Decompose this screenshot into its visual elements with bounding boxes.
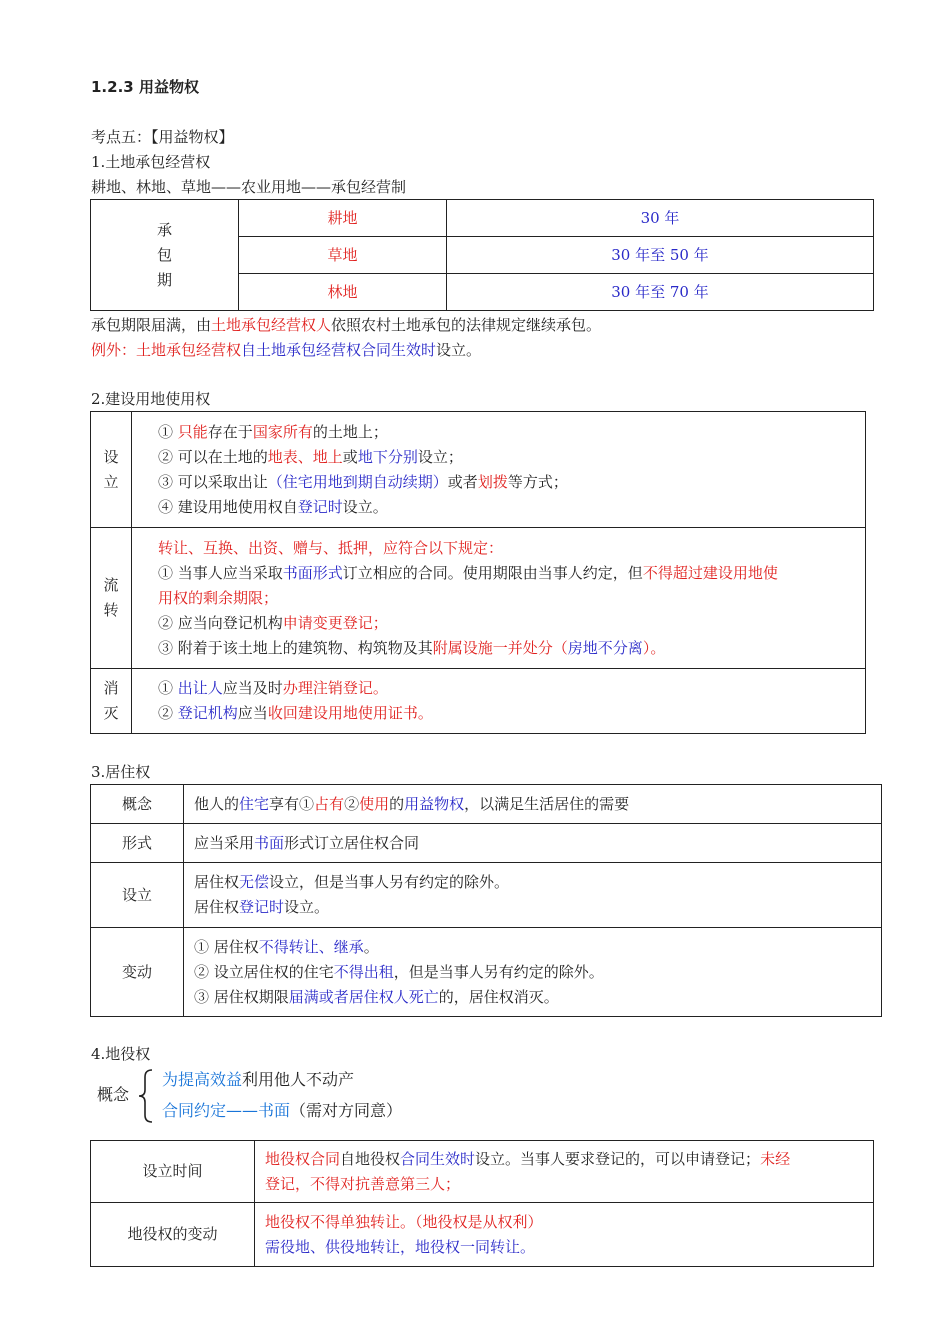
text-run: 书面形式	[282, 563, 343, 582]
text-run: 自土地承包经营权合同生效时	[241, 341, 437, 359]
text-run: 占有	[314, 794, 345, 813]
text-run: 存在于	[207, 422, 253, 441]
text-run: 。	[363, 937, 379, 956]
text-run: 设立。	[342, 497, 388, 516]
land-use-right-table	[90, 411, 866, 734]
text-run: ② 可以在土地的	[158, 447, 268, 466]
text-run: 无偿	[239, 873, 270, 891]
sheli-content-cell	[132, 412, 866, 528]
s4-title: 4.地役权	[91, 1045, 151, 1063]
section-number: 1.2.3	[91, 78, 134, 96]
content-line	[158, 495, 851, 520]
label-char: 转	[103, 601, 119, 619]
text-run: 的土地上；	[312, 422, 388, 441]
content-line	[158, 561, 851, 586]
content-line	[158, 445, 851, 470]
text-run: 自地役权	[340, 1149, 401, 1168]
content-line	[158, 676, 851, 701]
content-line	[194, 960, 871, 985]
content-line	[158, 470, 851, 495]
text-run: ② 设立居住权的住宅	[194, 962, 334, 981]
text-run: 不得出租	[333, 962, 394, 981]
s1-note1	[91, 313, 601, 338]
easement-table	[90, 1140, 874, 1267]
text-run: 例外：土地承包经营权	[91, 341, 242, 359]
text-run: ② 应当向登记机构	[158, 613, 283, 632]
content-line: 登记，不得对抗善意第三人；	[265, 1174, 461, 1193]
text-run: 地役权合同	[265, 1149, 341, 1168]
content-line	[158, 611, 851, 636]
text-run: 设立。	[284, 898, 330, 916]
text-run: 或	[342, 447, 358, 466]
content-line	[158, 420, 851, 445]
s3-title: 3.居住权	[91, 763, 151, 781]
text-run: 合同约定——书面	[162, 1101, 291, 1120]
text-run: ，以满足生活居住的需要	[464, 794, 630, 813]
liuzhuan-content-cell	[132, 528, 866, 669]
text-run: 设立；	[417, 447, 463, 466]
text-run: ③ 可以采取出让	[158, 472, 268, 491]
row-label-cell: 概念	[91, 785, 184, 824]
text-run: 住宅	[239, 794, 270, 813]
xiaomie-content-cell	[132, 669, 866, 734]
concept-line-2	[162, 1098, 402, 1123]
text-run: ②	[158, 704, 178, 722]
text-run: 只能	[177, 422, 208, 441]
text-run: 设立。当事人要求登记的，可以申请登记；	[475, 1149, 761, 1168]
text-run: 享有①	[269, 794, 315, 813]
text-run: 他人的	[194, 794, 240, 813]
label-char: 立	[103, 472, 119, 491]
row-content-cell	[184, 785, 882, 824]
text-run: ③ 附着于该土地上的建筑物、构筑物及其	[158, 638, 433, 657]
concept-label: 概念	[97, 1085, 130, 1104]
text-run: 附属设施一并处分（	[432, 638, 568, 657]
content-line	[194, 870, 871, 895]
text-run: 划拨	[477, 472, 508, 491]
text-run: 未经	[760, 1149, 791, 1168]
text-run: 土地承包经营权人	[211, 316, 332, 334]
text-run: 依照农村土地承包的法律规定继续承包。	[331, 316, 602, 334]
text-run: 设立，但是当事人另有约定的除外。	[269, 873, 510, 891]
text-run: ① 居住权	[194, 937, 259, 956]
term-label-char: 期	[156, 270, 172, 289]
text-run: ①	[158, 679, 178, 697]
land-type-cell: 耕地	[239, 200, 447, 237]
text-run: 届满或者居住权人死亡	[288, 987, 439, 1006]
text-run: 不得超过建设用地使	[642, 563, 778, 582]
term-label-char: 承	[156, 220, 172, 239]
text-run: 登记时	[297, 497, 343, 516]
text-run: 应当及时	[222, 679, 283, 697]
content-line	[194, 895, 871, 920]
content-line: 需役地、供役地转让，地役权一同转让。	[265, 1237, 536, 1256]
text-run: 地下分别	[357, 447, 418, 466]
text-run: 收回建设用地使用证书。	[267, 704, 433, 722]
land-type-cell: 林地	[239, 274, 447, 311]
s2-title: 2.建设用地使用权	[91, 390, 211, 408]
content-line	[158, 636, 851, 661]
label-char: 流	[103, 576, 119, 594]
text-run: ④ 建设用地使用权自	[158, 497, 298, 516]
row-label-cell: 变动	[91, 928, 184, 1017]
row-content-cell	[184, 824, 882, 863]
text-run: （需对方同意）	[290, 1101, 403, 1120]
text-run: （住宅用地到期自动续期）	[267, 472, 448, 491]
text-run: 的	[389, 794, 405, 813]
text-run: ① 当事人应当采取	[158, 563, 283, 582]
text-run: 房地不分离	[567, 638, 643, 657]
content-line	[194, 935, 871, 960]
land-type-cell: 草地	[239, 237, 447, 274]
text-run: 利用他人不动产	[242, 1070, 355, 1089]
s1-intro: 耕地、林地、草地——农业用地——承包经营制	[91, 178, 407, 196]
text-run: 订立相应的合同。使用期限由当事人约定，但	[342, 563, 643, 582]
row-content-cell	[255, 1141, 874, 1203]
text-run: 形式订立居住权合同	[284, 833, 420, 852]
text-run: 承包期限届满，由	[91, 316, 212, 334]
term-cell: 30 年至 50 年	[447, 237, 874, 274]
content-line	[158, 701, 851, 726]
text-run: 等方式；	[507, 472, 568, 491]
section-heading	[91, 75, 199, 100]
label-char: 消	[103, 679, 119, 697]
text-run: 的，居住权消灭。	[438, 987, 559, 1006]
text-run: 使用	[359, 794, 390, 813]
s1-note2	[91, 338, 481, 363]
label-char: 灭	[103, 704, 119, 722]
content-line: 转让、互换、出资、赠与、抵押，应符合以下规定：	[158, 538, 504, 557]
residence-right-table	[90, 784, 882, 1017]
content-line	[194, 985, 871, 1010]
text-run: 书面	[254, 833, 285, 852]
xiaomie-label-cell	[91, 669, 132, 734]
text-run: 或者	[447, 472, 478, 491]
kaodian-title: 考点五：【用益物权】	[91, 128, 234, 146]
content-line: 用权的剩余期限；	[158, 588, 279, 607]
text-run: 合同生效时	[400, 1149, 476, 1168]
text-run: 地表、地上	[267, 447, 343, 466]
contract-term-table	[90, 199, 874, 311]
sheli-label-cell	[91, 412, 132, 528]
row-content-cell	[184, 863, 882, 928]
content-line: 地役权不得单独转让。（地役权是从权利）	[265, 1212, 543, 1231]
brace-icon	[136, 1068, 156, 1124]
row-label-cell: 设立时间	[91, 1141, 255, 1203]
content-line	[265, 1147, 863, 1172]
row-content-cell	[255, 1203, 874, 1267]
row-label-cell: 地役权的变动	[91, 1203, 255, 1267]
text-run: 登记时	[239, 898, 285, 916]
text-run: 用益物权	[404, 794, 465, 813]
row-label-cell: 形式	[91, 824, 184, 863]
text-run: 应当	[237, 704, 268, 722]
row-label-cell: 设立	[91, 863, 184, 928]
text-run: 国家所有	[252, 422, 313, 441]
text-run: ③ 居住权期限	[194, 987, 289, 1006]
text-run: ①	[158, 422, 178, 441]
text-run: 办理注销登记。	[282, 679, 388, 697]
text-run: 为提高效益	[162, 1070, 243, 1089]
text-run: 居住权	[194, 898, 240, 916]
section-title: 用益物权	[138, 78, 199, 96]
text-run: 登记机构	[177, 704, 238, 722]
text-run: ，但是当事人另有约定的除外。	[393, 962, 604, 981]
concept-line-1	[162, 1067, 354, 1092]
text-run: 居住权	[194, 873, 240, 891]
liuzhuan-label-cell	[91, 528, 132, 669]
term-cell: 30 年	[447, 200, 874, 237]
text-run: 不得转让、继承	[258, 937, 364, 956]
text-run: 出让人	[177, 679, 223, 697]
row-content-cell	[184, 928, 882, 1017]
text-run: 设立。	[436, 341, 482, 359]
text-run: ）。	[642, 638, 666, 657]
text-run: ②	[344, 794, 360, 813]
term-cell: 30 年至 70 年	[447, 274, 874, 311]
text-run: 申请变更登记；	[282, 613, 388, 632]
term-label-cell	[91, 200, 239, 311]
label-char: 设	[103, 447, 119, 466]
text-run: 应当采用	[194, 833, 255, 852]
term-label-char: 包	[156, 245, 172, 264]
s1-title: 1.土地承包经营权	[91, 153, 211, 171]
